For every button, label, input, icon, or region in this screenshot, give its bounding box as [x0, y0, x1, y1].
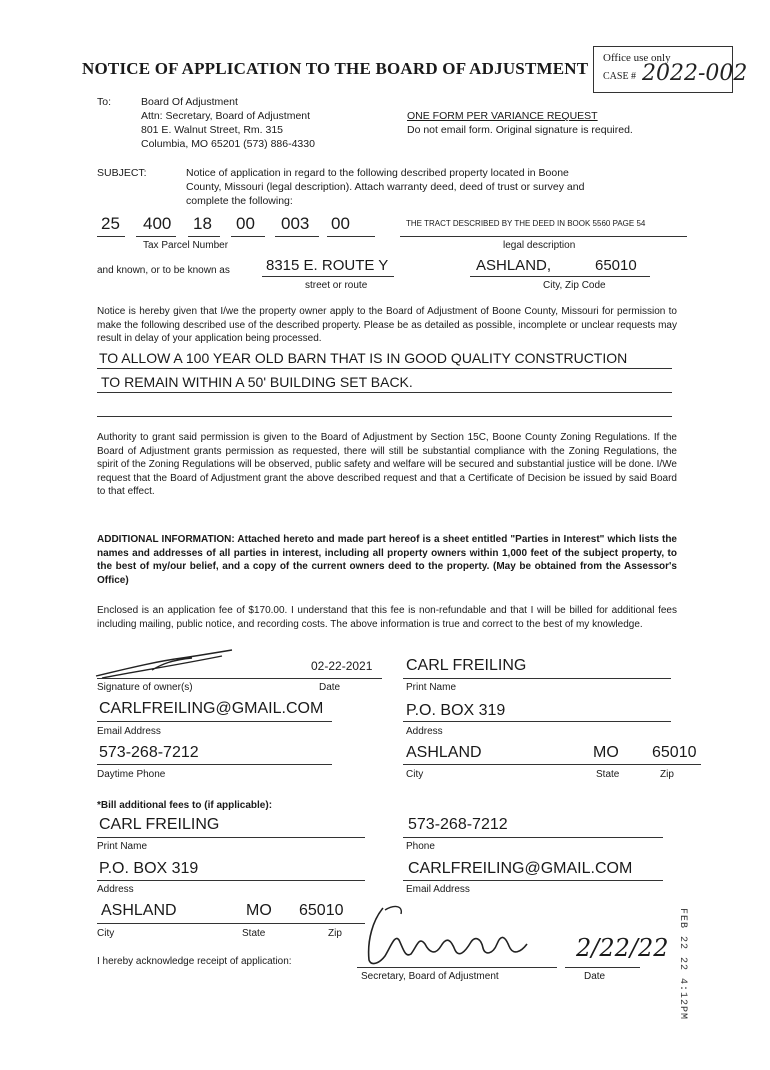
billing-zip: 65010	[299, 902, 344, 919]
billing-phone: 573-268-7212	[408, 816, 508, 833]
print-name-label: Print Name	[406, 682, 457, 693]
billing-city-label: City	[97, 928, 115, 939]
parcel-part-1: 25	[101, 214, 120, 233]
billing-email-label: Email Address	[406, 884, 470, 895]
to-line-2: Attn: Secretary, Board of Adjustment	[141, 110, 311, 122]
zip-label: Zip	[660, 769, 674, 780]
known-as-label: and known, or to be known as	[97, 265, 230, 276]
billing-address: P.O. BOX 319	[99, 860, 199, 877]
billing-zip-label: Zip	[328, 928, 342, 939]
owner-phone: 573-268-7212	[99, 744, 199, 761]
secretary-signature	[355, 900, 555, 972]
owner-state: MO	[593, 744, 619, 761]
fee-paragraph: Enclosed is an application fee of $170.00. I understand that this fee is non-refundable and that I will be billed for additional fees including mailing, public notice, and recording costs. The above information is true and correct to the best of my knowledge.	[97, 605, 677, 630]
address-label: Address	[406, 726, 443, 737]
parcel-part-6: 00	[331, 214, 350, 233]
page-title: NOTICE OF APPLICATION TO THE BOARD OF ADJUSTMENT	[82, 59, 589, 78]
billing-state: MO	[246, 902, 272, 919]
owner-print-name: CARL FREILING	[406, 657, 527, 674]
billing-state-label: State	[242, 928, 266, 939]
billing-address-label: Address	[97, 884, 134, 895]
to-label: To:	[97, 96, 112, 108]
date-label: Date	[319, 682, 341, 693]
to-line-1: Board Of Adjustment	[141, 96, 238, 108]
billing-heading: *Bill additional fees to (if applicable):	[97, 800, 273, 811]
request-line-2: TO REMAIN WITHIN A 50' BUILDING SET BACK.	[101, 374, 413, 390]
owner-date: 02-22-2021	[311, 659, 373, 673]
request-line-1: TO ALLOW A 100 YEAR OLD BARN THAT IS IN GOOD QUALITY CONSTRUCTION	[99, 350, 628, 366]
one-form-notice: ONE FORM PER VARIANCE REQUEST	[407, 110, 598, 122]
parcel-part-5: 003	[281, 214, 310, 233]
subject-line-3: complete the following:	[186, 195, 293, 207]
subject-line-2: County, Missouri (legal description). Attach warranty deed, deed of trust or survey and	[186, 181, 585, 193]
authority-paragraph: Authority to grant said permission is given to the Board of Adjustment by Section 15C, Boone County Zoning Regulations. If the Board of Adjustment grants permission as requested, there will still be substantial compliance with the Zoning Regulations, the spirit of the Zoning Regulations will be observed, public safety and welfare will be secured and substantial justice will be done. I/We request that the Board of Adjustment grant the above described request and that a Certificate of Decision be issued by said Board to that effect.	[97, 432, 677, 497]
to-line-3: 801 E. Walnut Street, Rm. 315	[141, 124, 284, 136]
parcel-part-2: 400	[143, 214, 172, 233]
billing-name: CARL FREILING	[99, 816, 220, 833]
state-label: State	[596, 769, 620, 780]
property-zip: 65010	[595, 257, 637, 274]
receipt-acknowledgement: I hereby acknowledge receipt of application:	[97, 956, 292, 967]
receipt-handwritten-date: 2/22/22	[576, 934, 669, 962]
tax-parcel-label: Tax Parcel Number	[143, 240, 229, 251]
notice-paragraph: Notice is hereby given that I/we the property owner apply to the Board of Adjustment of Boone County, Missouri for permission to make the following described use of the described property. Please be as detailed as possible, incomplete or unclear requests may result in delay of your application being processed.	[97, 306, 677, 344]
billing-city: ASHLAND	[101, 902, 177, 919]
phone-label: Daytime Phone	[97, 769, 166, 780]
secretary-label: Secretary, Board of Adjustment	[361, 971, 499, 982]
street-address: 8315 E. ROUTE Y	[266, 257, 389, 274]
office-use-label: Office use only	[603, 52, 671, 64]
legal-description-label: legal description	[503, 240, 576, 251]
signature-label: Signature of owner(s)	[97, 682, 193, 693]
billing-name-label: Print Name	[97, 841, 148, 852]
subject-line-1: Notice of application in regard to the following described property located in Boone	[186, 167, 569, 179]
street-label: street or route	[305, 280, 368, 291]
parcel-part-4: 00	[236, 214, 255, 233]
legal-description: THE TRACT DESCRIBED BY THE DEED IN BOOK 5560 PAGE 54	[406, 219, 646, 228]
billing-email: CARLFREILING@GMAIL.COM	[408, 860, 633, 877]
owner-email: CARLFREILING@GMAIL.COM	[99, 700, 324, 717]
receipt-date-label: Date	[584, 971, 606, 982]
city-label: City	[406, 769, 424, 780]
owner-signature	[92, 648, 242, 682]
no-email-notice: Do not email form. Original signature is required.	[407, 124, 633, 136]
owner-address: P.O. BOX 319	[406, 702, 506, 719]
parcel-part-3: 18	[193, 214, 212, 233]
billing-phone-label: Phone	[406, 841, 435, 852]
property-city: ASHLAND,	[476, 257, 552, 274]
owner-city: ASHLAND	[406, 744, 482, 761]
case-label: CASE #	[603, 71, 637, 82]
subject-label: SUBJECT:	[97, 167, 147, 179]
city-zip-label: City, Zip Code	[543, 280, 606, 291]
office-use-box	[593, 46, 748, 93]
received-stamp: FEB 22 22 4:12PM	[677, 908, 688, 1021]
additional-information: ADDITIONAL INFORMATION: Attached hereto and made part hereof is a sheet entitled "Parties in Interest" which lists the names and addresses of all parties in interest, including all property owners within 1,000 feet of the subject property, to the best of my/our belief, and a copy of the current owners deed to the property. (May be obtained from the Assessor's Office)	[97, 534, 677, 586]
email-label: Email Address	[97, 726, 161, 737]
owner-zip: 65010	[652, 744, 697, 761]
case-number: 2022-002	[642, 61, 748, 86]
to-line-4: Columbia, MO 65201 (573) 886-4330	[141, 138, 315, 150]
